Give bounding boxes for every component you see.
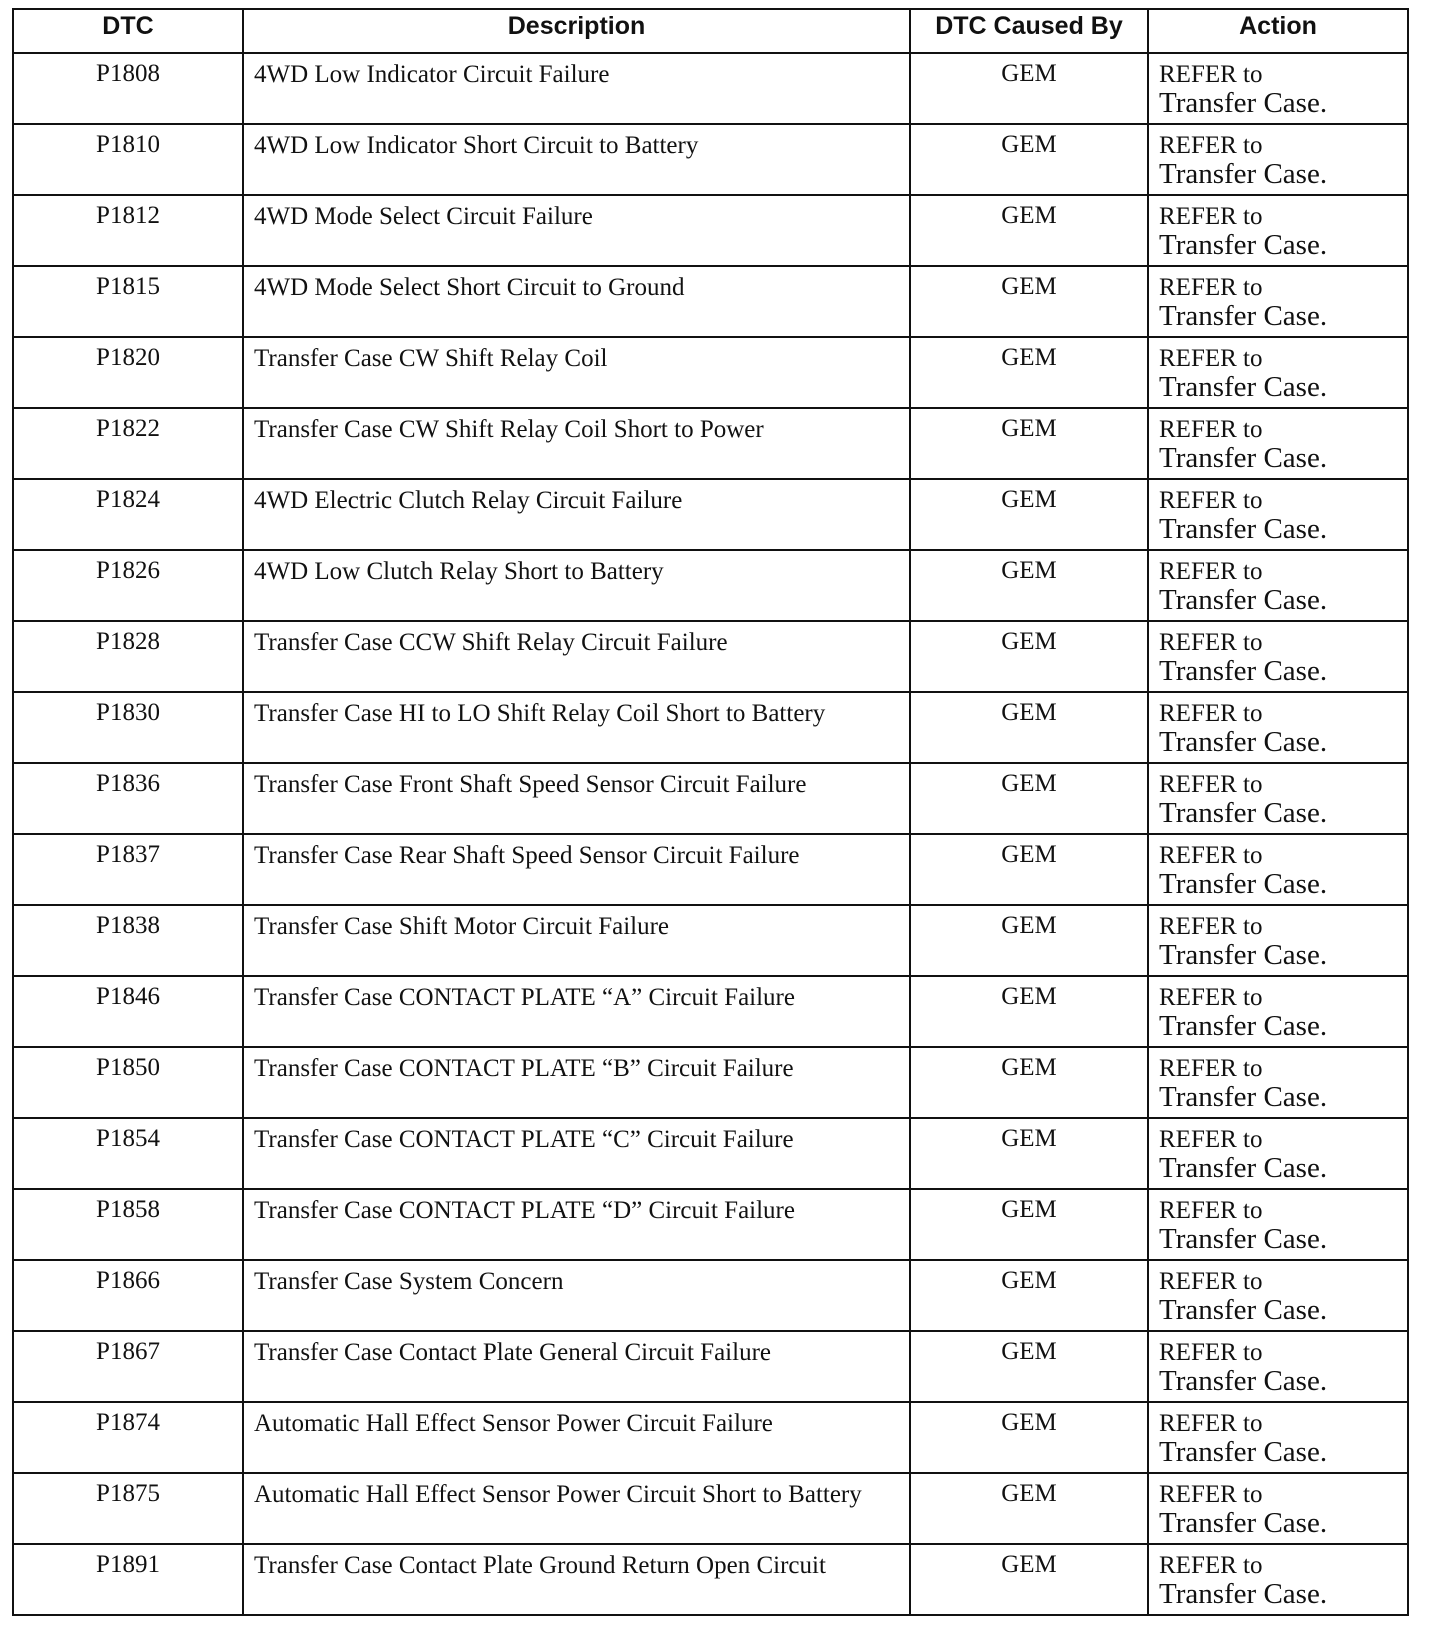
dtc-code: P1826 (13, 550, 243, 621)
action-line-1: REFER to (1159, 1552, 1263, 1579)
dtc-caused-by: GEM (910, 692, 1148, 763)
table-row (13, 834, 1408, 905)
dtc-action (1148, 1473, 1408, 1544)
action-line-2: Transfer Case. (1159, 513, 1328, 545)
dtc-description: Transfer Case CCW Shift Relay Circuit Failure (243, 621, 910, 692)
dtc-code: P1808 (13, 53, 243, 124)
dtc-action (1148, 1402, 1408, 1473)
action-line-1: REFER to (1159, 913, 1263, 940)
table-body (13, 53, 1408, 1615)
table-row (13, 1473, 1408, 1544)
dtc-action (1148, 1260, 1408, 1331)
dtc-code: P1858 (13, 1189, 243, 1260)
action-line-1: REFER to (1159, 1481, 1263, 1508)
dtc-code: P1846 (13, 976, 243, 1047)
table-row (13, 905, 1408, 976)
table-row (13, 1544, 1408, 1615)
dtc-code: P1815 (13, 266, 243, 337)
table-row (13, 692, 1408, 763)
dtc-code: P1867 (13, 1331, 243, 1402)
action-line-2: Transfer Case. (1159, 1081, 1328, 1113)
dtc-action (1148, 976, 1408, 1047)
header-description: Description (243, 9, 910, 53)
dtc-caused-by: GEM (910, 1047, 1148, 1118)
table-row (13, 408, 1408, 479)
dtc-caused-by: GEM (910, 479, 1148, 550)
dtc-action (1148, 763, 1408, 834)
dtc-code: P1874 (13, 1402, 243, 1473)
action-line-2: Transfer Case. (1159, 655, 1328, 687)
action-line-2: Transfer Case. (1159, 584, 1328, 616)
action-line-1: REFER to (1159, 274, 1263, 301)
dtc-action (1148, 692, 1408, 763)
dtc-caused-by: GEM (910, 763, 1148, 834)
table-row (13, 124, 1408, 195)
action-line-2: Transfer Case. (1159, 87, 1328, 119)
dtc-code: P1810 (13, 124, 243, 195)
dtc-action (1148, 195, 1408, 266)
dtc-caused-by: GEM (910, 337, 1148, 408)
dtc-code: P1828 (13, 621, 243, 692)
header-dtc: DTC (13, 9, 243, 53)
action-line-2: Transfer Case. (1159, 868, 1328, 900)
table-row (13, 1047, 1408, 1118)
dtc-caused-by: GEM (910, 550, 1148, 621)
action-line-2: Transfer Case. (1159, 1294, 1328, 1326)
table-row (13, 1189, 1408, 1260)
dtc-caused-by: GEM (910, 1402, 1148, 1473)
dtc-table (12, 8, 1409, 1616)
action-line-1: REFER to (1159, 1055, 1263, 1082)
dtc-description: Transfer Case CONTACT PLATE “A” Circuit Failure (243, 976, 910, 1047)
action-line-2: Transfer Case. (1159, 1152, 1328, 1184)
action-line-1: REFER to (1159, 558, 1263, 585)
table-row (13, 621, 1408, 692)
dtc-description: 4WD Mode Select Circuit Failure (243, 195, 910, 266)
dtc-description: Transfer Case Contact Plate General Circuit Failure (243, 1331, 910, 1402)
action-line-1: REFER to (1159, 132, 1263, 159)
action-line-2: Transfer Case. (1159, 797, 1328, 829)
dtc-code: P1891 (13, 1544, 243, 1615)
action-line-1: REFER to (1159, 1410, 1263, 1437)
header-row (13, 9, 1408, 53)
dtc-action (1148, 1189, 1408, 1260)
dtc-description: Automatic Hall Effect Sensor Power Circuit Failure (243, 1402, 910, 1473)
dtc-action (1148, 1047, 1408, 1118)
dtc-code: P1836 (13, 763, 243, 834)
action-line-1: REFER to (1159, 771, 1263, 798)
dtc-action (1148, 550, 1408, 621)
action-line-2: Transfer Case. (1159, 726, 1328, 758)
action-line-2: Transfer Case. (1159, 300, 1328, 332)
dtc-description: Transfer Case CW Shift Relay Coil Short to Power (243, 408, 910, 479)
action-line-2: Transfer Case. (1159, 229, 1328, 261)
table-row (13, 195, 1408, 266)
action-line-2: Transfer Case. (1159, 1365, 1328, 1397)
action-line-1: REFER to (1159, 984, 1263, 1011)
dtc-caused-by: GEM (910, 834, 1148, 905)
action-line-1: REFER to (1159, 700, 1263, 727)
dtc-action (1148, 1331, 1408, 1402)
dtc-action (1148, 124, 1408, 195)
table-row (13, 479, 1408, 550)
table-row (13, 763, 1408, 834)
action-line-1: REFER to (1159, 1197, 1263, 1224)
table-row (13, 266, 1408, 337)
dtc-caused-by: GEM (910, 1118, 1148, 1189)
dtc-caused-by: GEM (910, 53, 1148, 124)
dtc-action (1148, 408, 1408, 479)
dtc-description: Transfer Case Shift Motor Circuit Failure (243, 905, 910, 976)
dtc-caused-by: GEM (910, 1189, 1148, 1260)
table-row (13, 53, 1408, 124)
dtc-caused-by: GEM (910, 195, 1148, 266)
dtc-caused-by: GEM (910, 408, 1148, 479)
dtc-caused-by: GEM (910, 124, 1148, 195)
dtc-code: P1838 (13, 905, 243, 976)
table-row (13, 337, 1408, 408)
table-row (13, 1260, 1408, 1331)
dtc-caused-by: GEM (910, 1544, 1148, 1615)
dtc-description: 4WD Mode Select Short Circuit to Ground (243, 266, 910, 337)
action-line-2: Transfer Case. (1159, 939, 1328, 971)
dtc-description: Transfer Case Rear Shaft Speed Sensor Circuit Failure (243, 834, 910, 905)
action-line-2: Transfer Case. (1159, 1436, 1328, 1468)
dtc-description: Transfer Case CONTACT PLATE “D” Circuit Failure (243, 1189, 910, 1260)
table-row (13, 1402, 1408, 1473)
action-line-1: REFER to (1159, 1126, 1263, 1153)
dtc-code: P1824 (13, 479, 243, 550)
dtc-description: Transfer Case CW Shift Relay Coil (243, 337, 910, 408)
action-line-2: Transfer Case. (1159, 371, 1328, 403)
dtc-code: P1875 (13, 1473, 243, 1544)
action-line-2: Transfer Case. (1159, 442, 1328, 474)
dtc-description: Transfer Case Front Shaft Speed Sensor Circuit Failure (243, 763, 910, 834)
dtc-description: Transfer Case Contact Plate Ground Return Open Circuit (243, 1544, 910, 1615)
dtc-caused-by: GEM (910, 1331, 1148, 1402)
dtc-action (1148, 1544, 1408, 1615)
dtc-code: P1850 (13, 1047, 243, 1118)
action-line-1: REFER to (1159, 1339, 1263, 1366)
dtc-description: 4WD Low Indicator Circuit Failure (243, 53, 910, 124)
dtc-description: Automatic Hall Effect Sensor Power Circuit Short to Battery (243, 1473, 910, 1544)
dtc-description: Transfer Case CONTACT PLATE “B” Circuit Failure (243, 1047, 910, 1118)
dtc-caused-by: GEM (910, 621, 1148, 692)
header-action: Action (1148, 9, 1408, 53)
action-line-1: REFER to (1159, 487, 1263, 514)
table-row (13, 1331, 1408, 1402)
dtc-action (1148, 834, 1408, 905)
dtc-caused-by: GEM (910, 905, 1148, 976)
action-line-1: REFER to (1159, 1268, 1263, 1295)
table-row (13, 550, 1408, 621)
table-row (13, 976, 1408, 1047)
dtc-code: P1837 (13, 834, 243, 905)
dtc-caused-by: GEM (910, 266, 1148, 337)
action-line-1: REFER to (1159, 61, 1263, 88)
dtc-code: P1820 (13, 337, 243, 408)
dtc-action (1148, 337, 1408, 408)
dtc-code: P1866 (13, 1260, 243, 1331)
dtc-action (1148, 266, 1408, 337)
action-line-1: REFER to (1159, 203, 1263, 230)
action-line-2: Transfer Case. (1159, 1578, 1328, 1610)
dtc-description: 4WD Low Indicator Short Circuit to Battery (243, 124, 910, 195)
action-line-2: Transfer Case. (1159, 1507, 1328, 1539)
dtc-code: P1854 (13, 1118, 243, 1189)
dtc-caused-by: GEM (910, 1260, 1148, 1331)
action-line-1: REFER to (1159, 345, 1263, 372)
action-line-2: Transfer Case. (1159, 158, 1328, 190)
action-line-2: Transfer Case. (1159, 1223, 1328, 1255)
header-caused-by: DTC Caused By (910, 9, 1148, 53)
action-line-1: REFER to (1159, 416, 1263, 443)
dtc-action (1148, 621, 1408, 692)
dtc-description: Transfer Case System Concern (243, 1260, 910, 1331)
dtc-description: 4WD Low Clutch Relay Short to Battery (243, 550, 910, 621)
dtc-action (1148, 905, 1408, 976)
dtc-description: Transfer Case HI to LO Shift Relay Coil Short to Battery (243, 692, 910, 763)
dtc-caused-by: GEM (910, 976, 1148, 1047)
action-line-1: REFER to (1159, 629, 1263, 656)
dtc-action (1148, 479, 1408, 550)
action-line-1: REFER to (1159, 842, 1263, 869)
dtc-action (1148, 53, 1408, 124)
table-row (13, 1118, 1408, 1189)
dtc-description: 4WD Electric Clutch Relay Circuit Failure (243, 479, 910, 550)
dtc-description: Transfer Case CONTACT PLATE “C” Circuit Failure (243, 1118, 910, 1189)
dtc-code: P1830 (13, 692, 243, 763)
dtc-action (1148, 1118, 1408, 1189)
action-line-2: Transfer Case. (1159, 1010, 1328, 1042)
dtc-code: P1812 (13, 195, 243, 266)
dtc-caused-by: GEM (910, 1473, 1148, 1544)
dtc-code: P1822 (13, 408, 243, 479)
